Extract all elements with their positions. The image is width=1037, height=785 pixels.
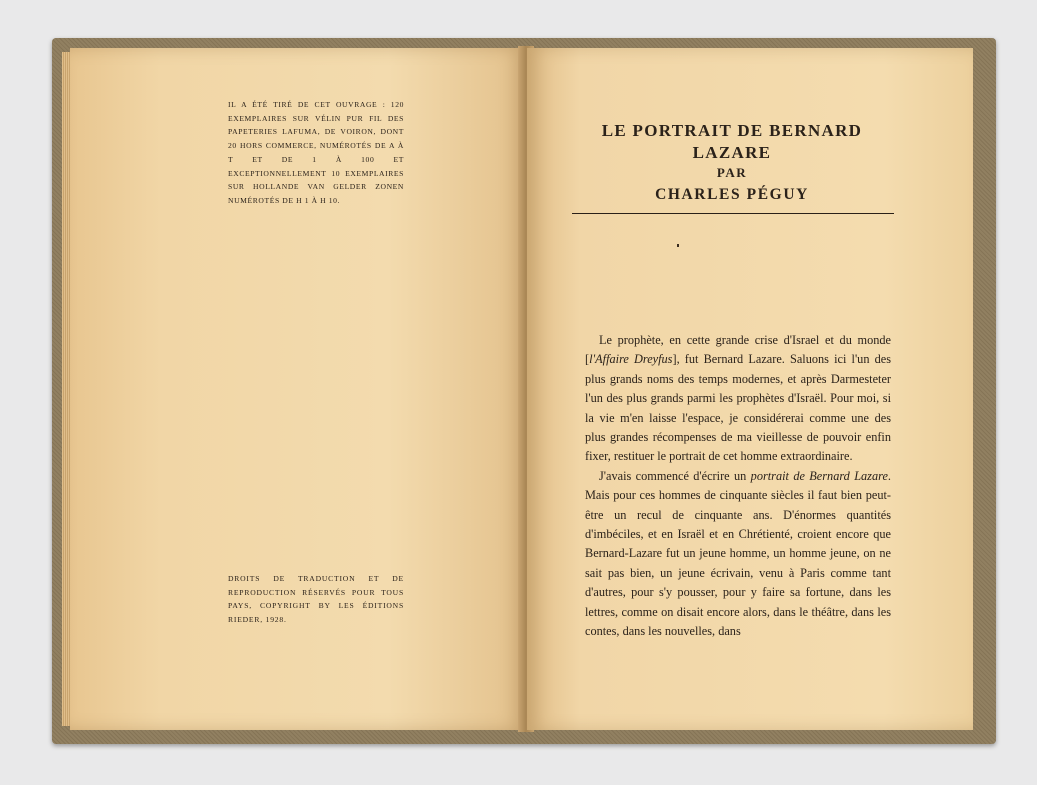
paragraph-2 [585,467,891,642]
rights-note: DROITS DE TRADUCTION ET DE REPRODUCTION RÉSERVÉS POUR TOUS PAYS, COPYRIGHT BY LES ÉDITIONS RIEDER, 1928. [228,574,404,624]
paragraph-2-italic: portrait de Bernard Lazare [750,468,888,483]
paragraph-1 [585,331,891,467]
author-name: CHARLES PÉGUY [655,186,809,203]
title-block [567,120,897,206]
paragraph-2-text-b: . Mais pour ces hommes de cinquante siècles il faut bien peut-être un recul de cinquante ans. D'énormes quantités d'imbéciles, et en Israël et en Chrétienté, croient encore que Bernard-Lazare fut un jeune homme, un homme jeune, on ne sait pas bien, un jeune écrivain, venu à Paris comme tant d'autres, pour s'y pousser, pour y faire sa fortune, dans les lettres, comme on disait encore alors, dans le théâtre, dans les contes, dans les nouvelles, dans [585,468,891,639]
title-rule [572,213,894,214]
paragraph-1-italic: l'Affaire Dreyfus [589,352,673,367]
book-title: LE PORTRAIT DE BERNARD LAZARE [601,121,863,162]
right-page [527,48,973,730]
paragraph-2-text-a: J'avais commencé d'écrire un [599,468,751,483]
body-text [585,331,891,642]
paper-speck [677,244,679,247]
left-page [70,48,525,730]
paragraph-1-text-b: ], fut Bernard Lazare. Saluons ici l'un des plus grands noms des temps modernes, et après Darmesteter l'un des plus grands parmi les prophètes d'Israël. Pour moi, si la vie m'en laisse l'espace, je considérerai comme une des plus grandes récompenses de ma vieillesse de pouvoir enfin fixer, restituer le portrait de cet homme extraordinaire. [585,352,891,464]
show-through-shadow [300,238,480,318]
by-line: PAR [716,165,748,180]
edition-note: IL A ÉTÉ TIRÉ DE CET OUVRAGE : 120 EXEMPLAIRES SUR VÉLIN PUR FIL DES PAPETERIES LAFUMA, DE VOIRON, DONT 20 HORS COMMERCE, NUMÉROTÉS DE A À T ET DE 1 À 100 ET EXCEPTIONNELLEMENT 10 EXEMPLAIRES SUR HOLLANDE VAN GELDER ZONEN NUMÉROTÉS DE H 1 À H 10. [228,100,404,205]
paragraph-1-text-a: Le prophète, en cette grande crise d'Israel et du monde [ [585,333,891,367]
